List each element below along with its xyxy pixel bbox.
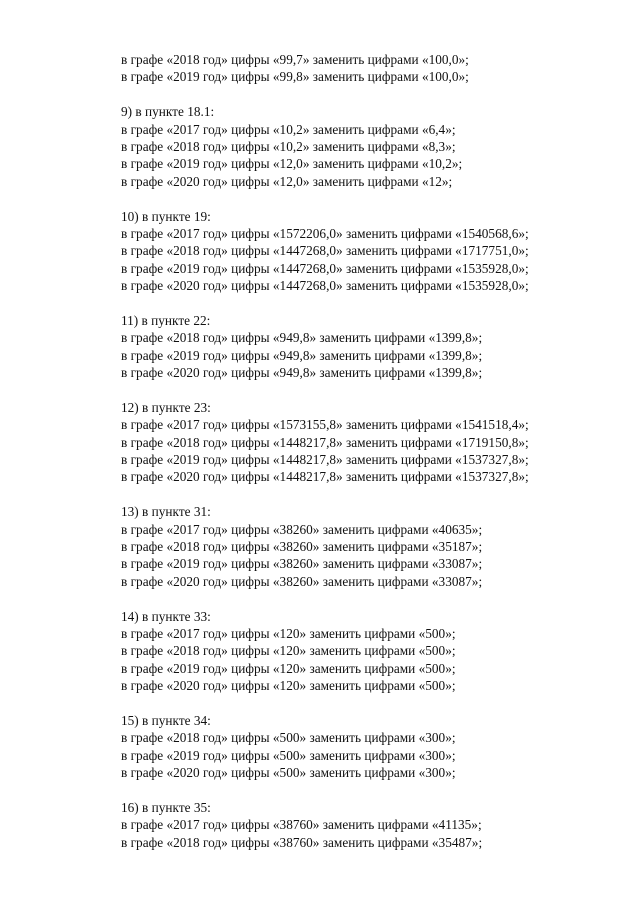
amendment-block [121, 503, 621, 590]
text-line: в графе «2017 год» цифры «1572206,0» заменить цифрами «1540568,6»; [121, 225, 529, 241]
text-line: 10) в пункте 19: [121, 208, 211, 224]
text-line: в графе «2019 год» цифры «1448217,8» заменить цифрами «1537327,8»; [121, 451, 529, 467]
amendment-block [121, 799, 621, 851]
text-line: в графе «2019 год» цифры «500» заменить цифрами «300»; [121, 747, 456, 763]
text-line: в графе «2017 год» цифры «1573155,8» заменить цифрами «1541518,4»; [121, 417, 529, 433]
amendment-block [121, 712, 621, 782]
text-line: в графе «2018 год» цифры «949,8» заменить цифрами «1399,8»; [121, 330, 483, 346]
text-line: в графе «2018 год» цифры «500» заменить цифрами «300»; [121, 730, 456, 746]
text-line: в графе «2019 год» цифры «99,8» заменить цифрами «100,0»; [121, 69, 469, 85]
text-line: в графе «2018 год» цифры «38760» заменить цифрами «35487»; [121, 834, 483, 850]
text-line: в графе «2020 год» цифры «1447268,0» заменить цифрами «1535928,0»; [121, 278, 529, 294]
text-line: в графе «2018 год» цифры «1447268,0» заменить цифрами «1717751,0»; [121, 243, 529, 259]
text-line: в графе «2017 год» цифры «120» заменить цифрами «500»; [121, 625, 456, 641]
amendment-block [121, 399, 621, 486]
document-body [121, 51, 621, 851]
amendment-block [121, 312, 621, 382]
text-line: 9) в пункте 18.1: [121, 104, 215, 120]
text-line: в графе «2019 год» цифры «38260» заменить цифрами «33087»; [121, 556, 483, 572]
amendment-block [121, 208, 621, 295]
text-line: в графе «2020 год» цифры «12,0» заменить цифрами «12»; [121, 173, 453, 189]
text-line: 15) в пункте 34: [121, 712, 211, 728]
text-line: в графе «2019 год» цифры «12,0» заменить цифрами «10,2»; [121, 156, 463, 172]
text-line: в графе «2019 год» цифры «1447268,0» заменить цифрами «1535928,0»; [121, 260, 529, 276]
text-line: в графе «2017 год» цифры «10,2» заменить цифрами «6,4»; [121, 121, 456, 137]
text-line: 14) в пункте 33: [121, 608, 211, 624]
text-line: в графе «2018 год» цифры «10,2» заменить цифрами «8,3»; [121, 138, 456, 154]
text-line: в графе «2018 год» цифры «38260» заменить цифрами «35187»; [121, 538, 483, 554]
text-line: в графе «2020 год» цифры «120» заменить цифрами «500»; [121, 678, 456, 694]
text-line: в графе «2018 год» цифры «99,7» заменить цифрами «100,0»; [121, 52, 469, 67]
text-line: в графе «2020 год» цифры «1448217,8» заменить цифрами «1537327,8»; [121, 469, 529, 485]
text-line: в графе «2018 год» цифры «120» заменить цифрами «500»; [121, 643, 456, 659]
text-line: 13) в пункте 31: [121, 504, 211, 520]
text-line: в графе «2020 год» цифры «38260» заменить цифрами «33087»; [121, 573, 483, 589]
text-line: 16) в пункте 35: [121, 799, 211, 815]
text-line: в графе «2017 год» цифры «38260» заменить цифрами «40635»; [121, 521, 483, 537]
text-line: в графе «2020 год» цифры «500» заменить цифрами «300»; [121, 765, 456, 781]
text-line: в графе «2017 год» цифры «38760» заменить цифрами «41135»; [121, 817, 482, 833]
text-line: 11) в пункте 22: [121, 312, 211, 328]
amendment-block [121, 608, 621, 695]
amendment-block [121, 103, 621, 190]
text-line: в графе «2018 год» цифры «1448217,8» заменить цифрами «1719150,8»; [121, 434, 529, 450]
text-line: в графе «2019 год» цифры «949,8» заменить цифрами «1399,8»; [121, 347, 483, 363]
text-line: в графе «2020 год» цифры «949,8» заменить цифрами «1399,8»; [121, 365, 483, 381]
text-line: в графе «2019 год» цифры «120» заменить цифрами «500»; [121, 660, 456, 676]
text-line: 12) в пункте 23: [121, 399, 211, 415]
amendment-block [121, 51, 621, 86]
